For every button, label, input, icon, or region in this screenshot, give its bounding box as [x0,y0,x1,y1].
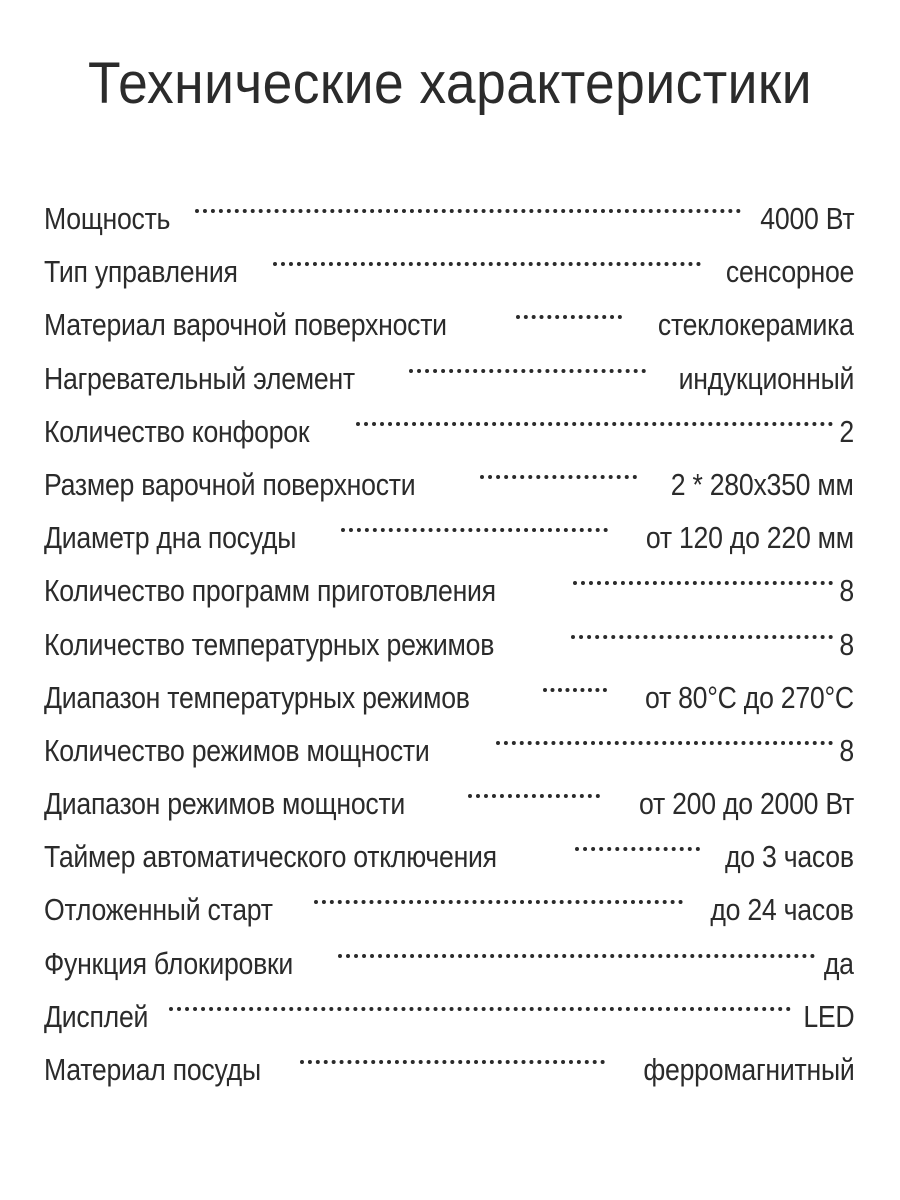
spec-value: 2 * 280х350 мм [671,466,854,502]
spec-label: Материал варочной поверхности [44,307,447,343]
spec-label: Тип управления [44,254,238,290]
spec-value: от 120 до 220 мм [646,520,854,556]
spec-list [44,176,854,1087]
dot-leader [300,1027,604,1080]
spec-label: Функция блокировки [44,945,294,981]
spec-label: Таймер автоматического отключения [44,839,497,875]
spec-value: 2 [839,413,854,449]
dot-leader [169,974,790,1027]
spec-label: Дисплей [44,998,149,1034]
spec-row [44,176,854,236]
spec-value: 8 [839,626,854,662]
spec-label: Количество режимов мощности [44,732,430,768]
spec-label: Нагревательный элемент [44,360,355,396]
spec-label: Диапазон режимов мощности [44,786,406,822]
spec-label: Количество конфорок [44,413,310,449]
dot-leader [195,176,741,229]
spec-value: сенсорное [725,254,854,290]
spec-row [44,1027,854,1087]
dot-leader [356,389,833,442]
spec-value: до 24 часов [710,892,854,928]
spec-value: 8 [839,573,854,609]
spec-label: Количество программ приготовления [44,573,496,609]
spec-value: да [824,945,854,981]
spec-label: Диаметр дна посуды [44,520,297,556]
spec-label: Размер варочной поверхности [44,466,416,502]
spec-label: Диапазон температурных режимов [44,679,470,715]
spec-value: от 200 до 2000 Вт [639,786,854,822]
spec-value: индукционный [678,360,854,396]
dot-leader [573,548,833,601]
spec-label: Мощность [44,201,171,236]
spec-value: 4000 Вт [759,201,854,236]
dot-leader [341,495,608,548]
spec-value: LED [802,998,854,1034]
spec-value: стеклокерамика [658,307,854,343]
dot-leader [575,814,701,867]
spec-label: Отложенный старт [44,892,273,928]
dot-leader [480,442,638,495]
dot-leader [314,867,683,920]
dot-leader [543,655,607,708]
spec-value: 8 [839,732,854,768]
dot-leader [516,282,622,335]
spec-label: Материал посуды [44,1052,261,1087]
dot-leader [571,602,833,655]
page-title: Технические характеристики [88,51,812,116]
spec-value: ферромагнитный [642,1052,854,1087]
spec-value: до 3 часов [725,839,854,875]
dot-leader [496,708,833,761]
spec-value: от 80°С до 270°С [645,679,854,715]
dot-leader [409,336,645,389]
spec-label: Количество температурных режимов [44,626,495,662]
dot-leader [273,229,701,282]
dot-leader [338,921,816,974]
dot-leader [468,761,600,814]
